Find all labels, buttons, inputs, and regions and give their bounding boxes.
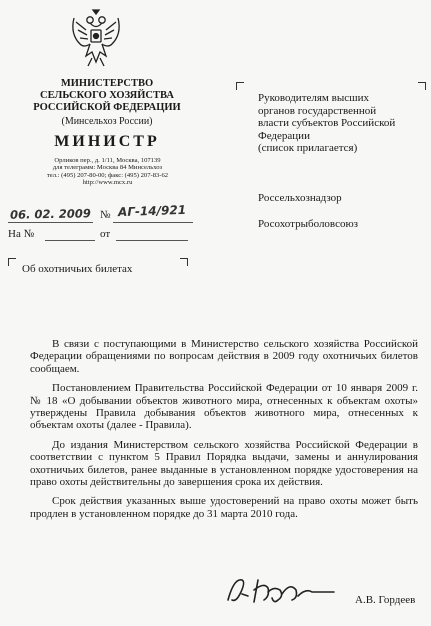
letter-body [30,338,418,527]
address-line: http://www.mcx.ru [82,179,133,187]
ministry-name [22,78,192,114]
reference-number-underline [45,240,95,241]
letter-date: 06. 02. 2009 [9,206,91,222]
ministry-address [30,157,185,187]
address-corner-mark [418,82,426,90]
registration-number: АГ-14/921 [117,202,187,220]
subject-corner-mark [8,258,16,266]
handwritten-signature [224,570,344,614]
signer-name: А.В. Гордеев [355,594,416,606]
ministry-line: РОССИЙСКОЙ ФЕДЕРАЦИИ [33,102,181,113]
coat-of-arms-emblem [66,8,126,70]
body-paragraph: Постановлением Правительства Российской Федерации от 10 января 2009 г. № 18 «О добывании объектов животного мира, отнесенных к объектам охоты» утверждены Правила добывания объектов животного мира, отнесенных к объектам охоты (далее - Правила). [30,382,418,432]
recipient-main [258,92,428,155]
recipient-agency-1: Россельхознадзор [258,192,342,204]
ministry-line: СЕЛЬСКОГО ХОЗЯЙСТВА [40,90,174,101]
recipient-line: (список прилагается) [258,142,358,154]
reference-date-label: от [100,228,111,240]
recipient-line: органов государственной [258,104,377,117]
ministry-short-name: (Минсельхоз России) [61,116,153,127]
recipient-line: Руководителям высших [258,92,369,104]
letter-subject: Об охотничьих билетах [22,263,133,275]
address-corner-mark [236,82,244,90]
recipient-line: власти субъектов Российской [258,117,396,129]
body-paragraph: До издания Министерством сельского хозяйства Российской Федерации в соответствии с пунктом 5 Правил Порядка выдачи, замены и аннулирования охотничьих билетов, ранее выданные в установленном порядке удостоверения на право охоты действительны до завершения срока их действия. [30,438,418,489]
ministry-line: МИНИСТЕРСТВО [60,78,154,89]
reference-number-label: На № [8,228,35,240]
number-underline [113,222,193,223]
address-line: тел.: (495) 207-80-00; факс: (495) 207-83-62 [46,171,169,179]
number-label: № [100,209,111,221]
body-paragraph: Срок действия указанных выше удостоверений на право охоты может быть продлен в установленном порядке до 31 марта 2010 года. [30,495,418,520]
subject-corner-mark [180,258,188,266]
address-line: Орликов пер., д. 1/11, Москва, 107139 [54,157,161,164]
address-line: для телеграмм: Москва 84 Минсельхоз [52,164,163,172]
recipient-line: Федерации [258,129,310,142]
date-underline [8,222,93,223]
recipient-agency-2: Росохотрыболовсоюз [258,218,359,230]
reference-date-underline [116,240,188,241]
minister-title: МИНИСТР [54,133,160,150]
body-paragraph: В связи с поступающими в Министерство сельского хозяйства Российской Федерации обращениями по вопросам действия в 2009 году охотничьих билетов сообщаем. [30,338,418,375]
